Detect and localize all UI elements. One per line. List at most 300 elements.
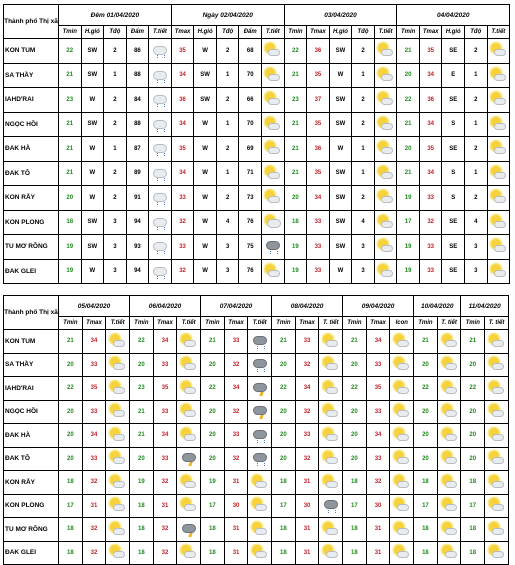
weather-cell	[177, 330, 201, 354]
weather-cell	[485, 353, 509, 377]
cell-value: 20	[343, 447, 367, 471]
cell-value: 1	[465, 161, 488, 186]
cell-value: 18	[130, 518, 154, 542]
cell-value: 20	[272, 424, 296, 448]
cell-value: 20	[461, 424, 485, 448]
sun-weather-icon	[393, 498, 410, 513]
cell-value: SW	[329, 235, 352, 260]
place-name: TU MƠ RÔNG	[4, 235, 59, 260]
weather-cell	[390, 377, 414, 401]
cell-value: 33	[224, 330, 248, 354]
cell-value: 17	[272, 494, 296, 518]
weather-cell	[485, 541, 509, 565]
cell-value: 84	[126, 88, 149, 113]
weather-cell	[106, 447, 130, 471]
cell-value: SW	[329, 161, 352, 186]
cell-value: 1	[104, 63, 127, 88]
sun-weather-icon	[109, 522, 126, 537]
cell-value: 21	[130, 400, 154, 424]
cell-value: 31	[295, 471, 319, 495]
cell-value: 22	[461, 377, 485, 401]
table-row	[4, 235, 510, 260]
weather-cell	[374, 259, 397, 284]
column-header: H.gió	[81, 26, 104, 39]
weather-cell	[374, 186, 397, 211]
weather-cell	[319, 494, 343, 518]
sun-weather-icon	[393, 428, 410, 443]
place-name: KON TUM	[4, 330, 59, 354]
cell-value: 32	[366, 471, 390, 495]
weather-cell	[106, 494, 130, 518]
sun-weather-icon	[377, 141, 394, 156]
table-row	[4, 39, 510, 64]
column-header: Tđộ	[352, 26, 375, 39]
weather-cell	[437, 424, 461, 448]
date-header: 07/04/2020	[201, 296, 272, 317]
cell-value: W	[81, 137, 104, 162]
sun-weather-icon	[393, 404, 410, 419]
weather-cell	[487, 63, 510, 88]
cell-value: 32	[153, 518, 177, 542]
cell-value: 35	[419, 39, 442, 64]
cell-value: 19	[284, 259, 307, 284]
cell-value: 33	[307, 259, 330, 284]
cell-value: 33	[82, 400, 106, 424]
cell-value: 2	[465, 186, 488, 211]
place-name: ĐAK TÔ	[4, 447, 59, 471]
cell-value: 32	[82, 541, 106, 565]
sun-weather-icon	[322, 545, 339, 560]
cell-value: 21	[461, 330, 485, 354]
cell-value: 32	[224, 447, 248, 471]
cell-value: W	[194, 235, 217, 260]
column-header: H.gió	[329, 26, 352, 39]
cell-value: 33	[295, 424, 319, 448]
cell-value: 22	[59, 377, 83, 401]
cell-value: SW	[329, 186, 352, 211]
cell-value: 20	[272, 447, 296, 471]
cell-value: 20	[59, 424, 83, 448]
column-header: T. tiết	[485, 317, 509, 330]
weather-cell	[374, 63, 397, 88]
place-name: NGỌC HỒI	[4, 112, 59, 137]
cell-value: W	[194, 137, 217, 162]
sun-weather-icon	[251, 498, 268, 513]
table-row	[4, 518, 509, 542]
weather-cell	[487, 186, 510, 211]
cell-value: 20	[397, 137, 420, 162]
cell-value: 30	[224, 494, 248, 518]
cell-value: 20	[272, 400, 296, 424]
sun-weather-icon	[322, 334, 339, 349]
sun-weather-icon	[377, 190, 394, 205]
cell-value: 20	[414, 400, 438, 424]
sun-weather-icon	[490, 141, 507, 156]
cell-value: 76	[239, 259, 262, 284]
sun-weather-icon	[441, 357, 458, 372]
column-header: Tmin	[272, 317, 296, 330]
weather-cell	[485, 494, 509, 518]
cell-value: W	[329, 259, 352, 284]
cell-value: 20	[414, 353, 438, 377]
cell-value: SE	[442, 88, 465, 113]
place-name: KON TUM	[4, 39, 59, 64]
date-header: 09/04/2020	[343, 296, 414, 317]
cell-value: 34	[171, 161, 194, 186]
cell-value: 2	[352, 112, 375, 137]
cell-value: W	[329, 137, 352, 162]
cell-value: 34	[366, 330, 390, 354]
cell-value: 34	[171, 63, 194, 88]
column-header: Tđộ	[104, 26, 127, 39]
column-header: Đẩm	[239, 26, 262, 39]
sun-weather-icon	[490, 264, 507, 279]
sun-weather-icon	[490, 92, 507, 107]
sun-weather-icon	[441, 334, 458, 349]
table-row	[4, 400, 509, 424]
column-header: T.tiết	[149, 26, 172, 39]
cell-value: 21	[272, 330, 296, 354]
sun-weather-icon	[488, 498, 505, 513]
cell-value: 3	[465, 235, 488, 260]
weather-cell	[390, 400, 414, 424]
sun-weather-icon	[393, 357, 410, 372]
weather-cell	[177, 377, 201, 401]
cell-value: 21	[59, 137, 82, 162]
cloud-weather-icon	[151, 141, 168, 156]
cell-value: 91	[126, 186, 149, 211]
cell-value: 34	[295, 377, 319, 401]
weather-cell	[374, 39, 397, 64]
cell-value: 34	[366, 424, 390, 448]
column-header: Tđộ	[465, 26, 488, 39]
cell-value: 71	[239, 161, 262, 186]
cell-value: 32	[419, 210, 442, 235]
cell-value: 22	[272, 377, 296, 401]
weather-cell	[149, 112, 172, 137]
sun-weather-icon	[377, 264, 394, 279]
cell-value: 23	[59, 88, 82, 113]
place-name: ĐAK HÀ	[4, 137, 59, 162]
sun-weather-icon	[488, 545, 505, 560]
column-header: Đẩm	[126, 26, 149, 39]
sun-weather-icon	[377, 215, 394, 230]
weather-cell	[106, 424, 130, 448]
cell-value: 1	[104, 137, 127, 162]
table-row	[4, 541, 509, 565]
cell-value: 32	[224, 353, 248, 377]
cell-value: 35	[307, 161, 330, 186]
table-row	[4, 112, 510, 137]
sun-weather-icon	[393, 545, 410, 560]
table-row	[4, 424, 509, 448]
table-row	[4, 259, 510, 284]
cell-value: 1	[465, 63, 488, 88]
cell-value: 2	[216, 137, 239, 162]
darkcloud-weather-icon	[251, 334, 268, 349]
weather-cell	[248, 447, 272, 471]
cell-value: W	[194, 210, 217, 235]
cell-value: 32	[224, 400, 248, 424]
table-row	[4, 186, 510, 211]
weather-cell	[390, 471, 414, 495]
cell-value: 18	[414, 518, 438, 542]
weather-cell	[487, 210, 510, 235]
cell-value: 86	[126, 39, 149, 64]
weather-cell	[177, 541, 201, 565]
cell-value: 18	[343, 471, 367, 495]
sun-weather-icon	[488, 428, 505, 443]
column-header: H.gió	[194, 26, 217, 39]
cell-value: 20	[201, 353, 225, 377]
cell-value: 31	[224, 471, 248, 495]
column-header: Tmin	[397, 26, 420, 39]
cell-value: W	[81, 88, 104, 113]
column-header: Tmax	[419, 26, 442, 39]
weather-cell	[437, 494, 461, 518]
sun-weather-icon	[109, 451, 126, 466]
sun-weather-icon	[322, 381, 339, 396]
cell-value: 34	[307, 186, 330, 211]
sun-weather-icon	[441, 451, 458, 466]
table-row	[4, 494, 509, 518]
cell-value: 34	[82, 424, 106, 448]
weather-cell	[106, 353, 130, 377]
place-name: KON PLONG	[4, 210, 59, 235]
table-row	[4, 471, 509, 495]
cell-value: 35	[419, 137, 442, 162]
place-name: KON RẪY	[4, 186, 59, 211]
cell-value: 21	[130, 424, 154, 448]
weather-cell	[390, 494, 414, 518]
cell-value: 4	[216, 210, 239, 235]
cell-value: 22	[414, 377, 438, 401]
cell-value: 21	[284, 63, 307, 88]
cell-value: 19	[59, 235, 82, 260]
cell-value: 33	[307, 210, 330, 235]
cell-value: 21	[59, 330, 83, 354]
cell-value: 21	[59, 112, 82, 137]
sun-weather-icon	[393, 381, 410, 396]
weather-cell	[487, 39, 510, 64]
date-header: 11/04/2020	[461, 296, 509, 317]
cell-value: 18	[414, 541, 438, 565]
cell-value: 88	[126, 112, 149, 137]
cloud-weather-icon	[151, 190, 168, 205]
cell-value: 18	[130, 541, 154, 565]
weather-cell	[487, 259, 510, 284]
cell-value: 20	[59, 353, 83, 377]
table-row	[4, 210, 510, 235]
table-row	[4, 377, 509, 401]
cell-value: 69	[239, 137, 262, 162]
cell-value: 35	[171, 137, 194, 162]
cell-value: 2	[216, 186, 239, 211]
weather-cell	[149, 161, 172, 186]
cell-value: 76	[239, 210, 262, 235]
cell-value: 18	[272, 471, 296, 495]
cell-value: 17	[201, 494, 225, 518]
weather-cell	[437, 471, 461, 495]
weather-cell	[319, 353, 343, 377]
cell-value: 18	[130, 494, 154, 518]
cell-value: 2	[104, 186, 127, 211]
weather-cell	[106, 518, 130, 542]
sun-weather-icon	[264, 166, 281, 181]
cell-value: SW	[194, 88, 217, 113]
weather-cell	[487, 112, 510, 137]
weather-cell	[248, 494, 272, 518]
cell-value: W	[194, 161, 217, 186]
cell-value: 33	[419, 235, 442, 260]
cell-value: 20	[59, 186, 82, 211]
cell-value: 18	[272, 541, 296, 565]
cell-value: 20	[414, 424, 438, 448]
date-header: 10/04/2020	[414, 296, 461, 317]
sun-weather-icon	[490, 190, 507, 205]
weather-cell	[485, 447, 509, 471]
cell-value: 34	[153, 330, 177, 354]
weather-cell	[437, 330, 461, 354]
sun-weather-icon	[109, 334, 126, 349]
weather-cell	[106, 377, 130, 401]
cell-value: 31	[295, 518, 319, 542]
cell-value: 20	[201, 400, 225, 424]
weather-cell	[485, 377, 509, 401]
sun-weather-icon	[180, 428, 197, 443]
sun-weather-icon	[441, 522, 458, 537]
place-header: Thành phố Thị xã	[4, 5, 59, 39]
cell-value: 34	[419, 63, 442, 88]
place-name: TU MƠ RÔNG	[4, 518, 59, 542]
weather-cell	[319, 424, 343, 448]
cell-value: 93	[126, 235, 149, 260]
weather-cell	[374, 235, 397, 260]
cell-value: 3	[352, 235, 375, 260]
cell-value: 30	[366, 494, 390, 518]
cloud-weather-icon	[151, 117, 168, 132]
sun-weather-icon	[393, 522, 410, 537]
weather-cell	[177, 447, 201, 471]
cell-value: S	[442, 186, 465, 211]
weather-cell	[149, 235, 172, 260]
sun-weather-icon	[180, 334, 197, 349]
weather-cell	[261, 39, 284, 64]
weather-cell	[487, 235, 510, 260]
date-header: Đêm 01/04/2020	[59, 5, 172, 26]
weather-cell	[437, 518, 461, 542]
cell-value: 66	[239, 88, 262, 113]
cell-value: 19	[130, 471, 154, 495]
cell-value: 20	[130, 353, 154, 377]
cell-value: 2	[216, 39, 239, 64]
column-header: Tđộ	[216, 26, 239, 39]
cell-value: 2	[465, 39, 488, 64]
cell-value: 17	[461, 494, 485, 518]
column-header: Tmax	[171, 26, 194, 39]
weather-cell	[106, 541, 130, 565]
sun-weather-icon	[441, 404, 458, 419]
cell-value: 21	[59, 161, 82, 186]
weather-cell	[437, 541, 461, 565]
cell-value: 18	[201, 518, 225, 542]
sun-weather-icon	[488, 522, 505, 537]
weather-cell	[319, 330, 343, 354]
cell-value: 20	[461, 447, 485, 471]
column-header: T.tiết	[248, 317, 272, 330]
cell-value: 31	[153, 494, 177, 518]
cell-value: 21	[414, 330, 438, 354]
cell-value: 2	[352, 88, 375, 113]
cell-value: 33	[82, 447, 106, 471]
sun-weather-icon	[180, 381, 197, 396]
cell-value: 19	[284, 235, 307, 260]
cell-value: 20	[414, 447, 438, 471]
cell-value: 18	[461, 471, 485, 495]
column-header: Tmax	[307, 26, 330, 39]
sun-weather-icon	[488, 334, 505, 349]
cell-value: 73	[239, 186, 262, 211]
weather-cell	[261, 137, 284, 162]
cell-value: 2	[216, 88, 239, 113]
cell-value: 17	[343, 494, 367, 518]
cell-value: 32	[295, 400, 319, 424]
cell-value: 23	[284, 88, 307, 113]
cell-value: 20	[201, 447, 225, 471]
sun-weather-icon	[377, 68, 394, 83]
place-name: KON RẪY	[4, 471, 59, 495]
cell-value: 2	[352, 186, 375, 211]
weather-cell	[390, 424, 414, 448]
table-row	[4, 330, 509, 354]
weather-cell	[485, 400, 509, 424]
weather-cell	[261, 63, 284, 88]
weather-cell	[261, 186, 284, 211]
cell-value: 32	[295, 447, 319, 471]
cell-value: SE	[442, 39, 465, 64]
cell-value: W	[329, 63, 352, 88]
cell-value: 34	[224, 377, 248, 401]
cell-value: 33	[419, 259, 442, 284]
darkcloud-weather-icon	[251, 428, 268, 443]
column-header: Tmin	[461, 317, 485, 330]
weather-cell	[177, 494, 201, 518]
weather-cell	[390, 447, 414, 471]
cell-value: 18	[414, 471, 438, 495]
cell-value: 94	[126, 259, 149, 284]
cell-value: 34	[171, 112, 194, 137]
cell-value: SW	[81, 39, 104, 64]
cell-value: SW	[81, 63, 104, 88]
cell-value: 35	[307, 63, 330, 88]
cell-value: 23	[130, 377, 154, 401]
cell-value: 19	[397, 186, 420, 211]
weather-cell	[177, 400, 201, 424]
cell-value: 35	[153, 377, 177, 401]
cell-value: SE	[442, 235, 465, 260]
place-name: SA THẦY	[4, 353, 59, 377]
cell-value: 17	[414, 494, 438, 518]
cell-value: 35	[366, 377, 390, 401]
place-name: ĐAK GLEI	[4, 541, 59, 565]
cell-value: W	[81, 161, 104, 186]
sun-weather-icon	[488, 475, 505, 490]
cell-value: 20	[343, 424, 367, 448]
weather-cell	[390, 353, 414, 377]
weather-cell	[319, 471, 343, 495]
cell-value: 21	[284, 137, 307, 162]
place-name: ĐAK TÔ	[4, 161, 59, 186]
